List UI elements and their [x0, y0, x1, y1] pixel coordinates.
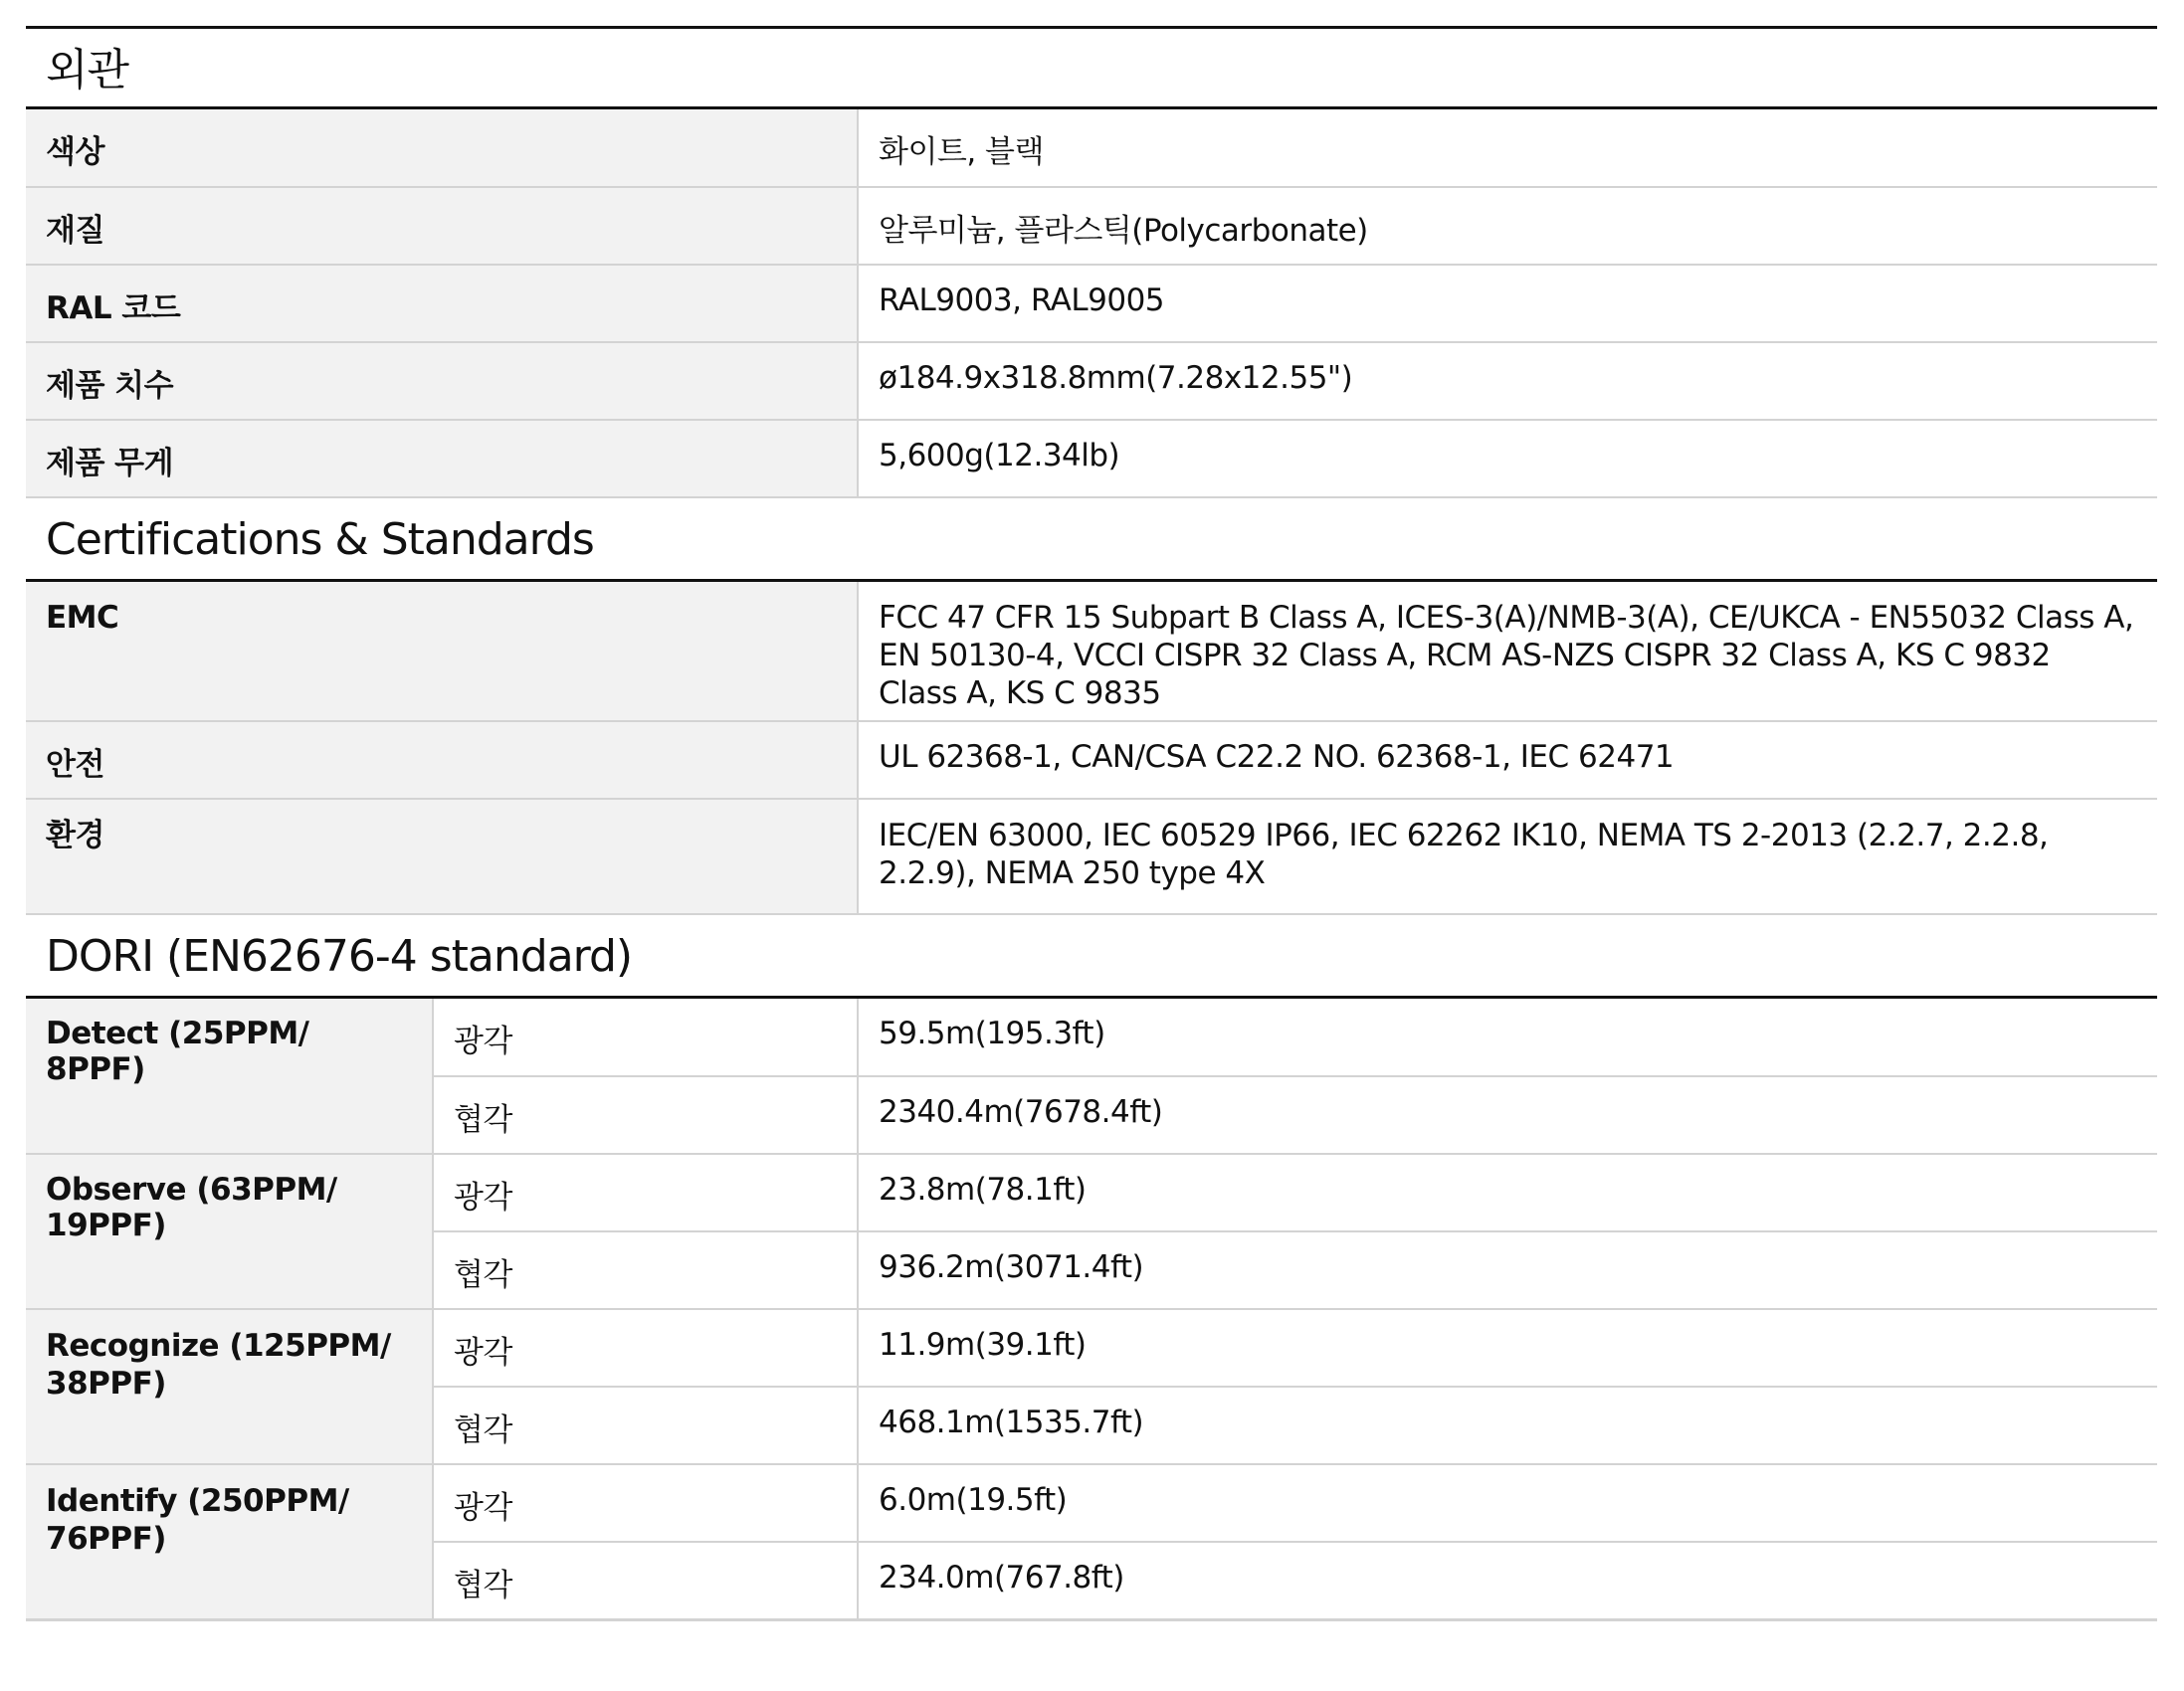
spec-label: 제품 무게	[26, 420, 858, 497]
dori-lens-label: 협각	[433, 1231, 858, 1309]
table-row	[26, 1154, 2157, 1231]
table-row	[26, 582, 2157, 721]
dori-lens-label: 광각	[433, 999, 858, 1076]
appearance-table	[26, 109, 2157, 498]
spec-value: UL 62368-1, CAN/CSA C22.2 NO. 62368-1, IEC 62471	[858, 721, 2157, 799]
spec-value: RAL9003, RAL9005	[858, 265, 2157, 342]
dori-distance: 468.1m(1535.7ft)	[858, 1387, 2157, 1464]
table-row	[26, 721, 2157, 799]
spec-value: ø184.9x318.8mm(7.28x12.55")	[858, 342, 2157, 420]
certifications-table	[26, 582, 2157, 915]
dori-distance: 234.0m(767.8ft)	[858, 1542, 2157, 1619]
dori-distance: 936.2m(3071.4ft)	[858, 1231, 2157, 1309]
dori-lens-label: 광각	[433, 1309, 858, 1387]
table-row	[26, 187, 2157, 265]
spec-label: 환경	[26, 799, 858, 914]
spec-value: IEC/EN 63000, IEC 60529 IP66, IEC 62262 IK10, NEMA TS 2-2013 (2.2.7, 2.2.8, 2.2.9), NEMA 250 type 4X	[858, 799, 2157, 914]
dori-lens-label: 협각	[433, 1387, 858, 1464]
table-row	[26, 109, 2157, 187]
section-title-dori: DORI (EN62676-4 standard)	[26, 915, 2157, 999]
spec-value: 5,600g(12.34lb)	[858, 420, 2157, 497]
dori-group-label: Identify (250PPM/ 76PPF)	[26, 1464, 433, 1619]
spec-value: 알루미늄, 플라스틱(Polycarbonate)	[858, 187, 2157, 265]
spec-value: 화이트, 블랙	[858, 109, 2157, 187]
spec-sheet	[26, 26, 2157, 1621]
spec-label: 제품 치수	[26, 342, 858, 420]
dori-distance: 59.5m(195.3ft)	[858, 999, 2157, 1076]
spec-label: 재질	[26, 187, 858, 265]
dori-group-label: Recognize (125PPM/ 38PPF)	[26, 1309, 433, 1464]
table-row	[26, 1309, 2157, 1387]
dori-distance: 6.0m(19.5ft)	[858, 1464, 2157, 1542]
spec-value: FCC 47 CFR 15 Subpart B Class A, ICES-3(A)/NMB-3(A), CE/UKCA - EN55032 Class A, EN 50130-4, VCCI CISPR 32 Class A, RCM AS-NZS CISPR 32 Class A, KS C 9832 Class A, KS C 9835	[858, 582, 2157, 721]
dori-lens-label: 광각	[433, 1154, 858, 1231]
dori-distance: 11.9m(39.1ft)	[858, 1309, 2157, 1387]
dori-distance: 23.8m(78.1ft)	[858, 1154, 2157, 1231]
table-row	[26, 420, 2157, 497]
spec-label: RAL 코드	[26, 265, 858, 342]
dori-lens-label: 광각	[433, 1464, 858, 1542]
section-title-certifications: Certifications & Standards	[26, 498, 2157, 582]
dori-distance: 2340.4m(7678.4ft)	[858, 1076, 2157, 1154]
spec-label: 안전	[26, 721, 858, 799]
dori-lens-label: 협각	[433, 1076, 858, 1154]
dori-group-label: Detect (25PPM/ 8PPF)	[26, 999, 433, 1154]
section-title-appearance: 외관	[26, 26, 2157, 109]
table-row	[26, 265, 2157, 342]
table-row	[26, 1464, 2157, 1542]
dori-group-label: Observe (63PPM/ 19PPF)	[26, 1154, 433, 1309]
table-row	[26, 342, 2157, 420]
spec-label: 색상	[26, 109, 858, 187]
dori-table	[26, 999, 2157, 1621]
table-row	[26, 999, 2157, 1076]
spec-label: EMC	[26, 582, 858, 721]
table-row	[26, 799, 2157, 914]
dori-lens-label: 협각	[433, 1542, 858, 1619]
